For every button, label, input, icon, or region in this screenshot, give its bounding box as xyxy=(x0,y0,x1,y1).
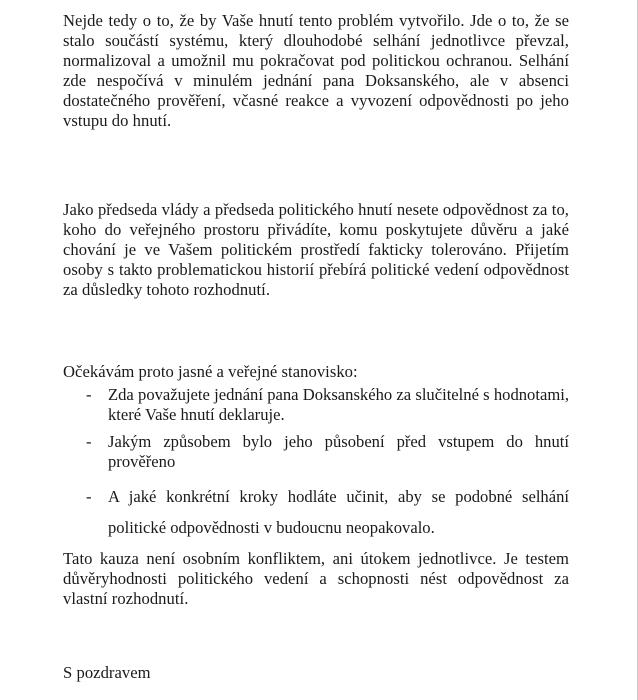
list-item xyxy=(86,481,569,543)
question-list-item-1 xyxy=(86,385,569,425)
paragraph-4: Tato kauza není osobním konfliktem, ani útokem jednotlivce. Je testem důvěryhodnosti politického vedení a schopnosti nést odpovědnost za vlastní rozhodnutí. xyxy=(63,549,569,608)
paragraph-2: Jako předseda vlády a předseda politického hnutí nesete odpovědnost za to, koho do veřejného prostoru přivádíte, komu poskytujete důvěru a jaké chování je ve Vašem politickém prostředí fakticky tolerováno. Přijetím osoby s takto problematickou historií přebírá politické vedení odpovědnost za důsledky tohoto rozhodnutí. xyxy=(63,200,569,299)
list-item xyxy=(86,432,569,472)
question-list-item-3 xyxy=(86,481,569,543)
question-text: Zda považujete jednání pana Doksanského za slučitelné s hodnotami, které Vaše hnutí deklaruje. xyxy=(108,385,569,424)
question-text: Jakým způsobem bylo jeho působení před vstupem do hnutí prověřeno xyxy=(108,432,569,471)
dash-bullet: - xyxy=(86,432,92,451)
closing: S pozdravem xyxy=(63,663,151,682)
question-text: A jaké konkrétní kroky hodláte učinit, aby se podobné selhání politické odpovědnosti v budoucnu neopakovalo. xyxy=(108,487,569,537)
question-list-item-2 xyxy=(86,432,569,472)
dash-bullet: - xyxy=(86,385,92,404)
dash-bullet: - xyxy=(86,487,92,506)
paragraph-3: Očekávám proto jasné a veřejné stanovisko: xyxy=(63,362,358,381)
paragraph-1: Nejde tedy o to, že by Vaše hnutí tento problém vytvořilo. Jde o to, že se stalo součástí systému, který dlouhodobé selhání jednotlivce převzal, normalizoval a umožnil mu pokračovat pod politickou ochranou. Selhání zde nespočívá v minulém jednání pana Doksanského, ale v absenci dostatečného prověření, včasné reakce a vyvození odpovědnosti po jeho vstupu do hnutí. xyxy=(63,11,569,130)
list-item xyxy=(86,385,569,425)
